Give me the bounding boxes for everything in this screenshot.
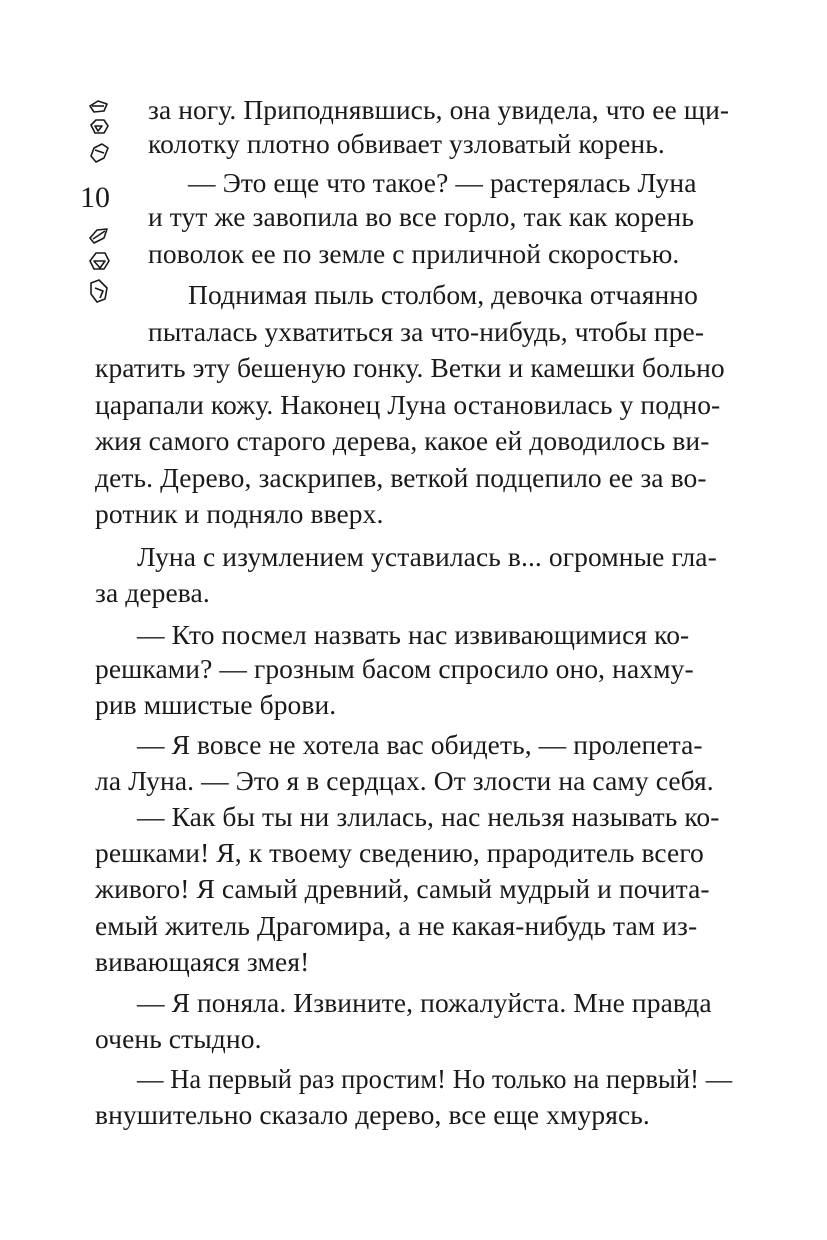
text-line: Луна с изумлением уставилась в... огромные гла- <box>137 541 717 572</box>
text-line: — Я поняла. Извините, пожалуйста. Мне правда <box>137 987 712 1018</box>
text-line: живого! Я самый древний, самый мудрый и почита- <box>95 873 710 904</box>
text-line: поволок ее по земле с приличной скоростью. <box>148 238 680 269</box>
text-line: и тут же завопила во все горло, так как корень <box>148 201 694 232</box>
text-line: рив мшистые брови. <box>95 689 337 720</box>
text-line: емый житель Драгомира, а не какая-нибудь там из- <box>95 910 698 941</box>
text-line: за дерева. <box>95 577 210 608</box>
text-line: пыталась ухватиться за что-нибудь, чтобы пре- <box>148 316 705 347</box>
gem-icon <box>78 98 118 174</box>
text-line: — Кто посмел назвать нас извивающимися ко- <box>137 619 690 650</box>
text-line: царапали кожу. Наконец Луна остановилась у подно- <box>95 389 721 420</box>
gem-icon <box>78 226 118 308</box>
text-line: решками! Я, к твоему сведению, прародитель всего <box>95 837 704 868</box>
text-line: — Это еще что такое? — растерялась Луна <box>188 167 697 198</box>
ornament-bottom <box>78 226 118 308</box>
text-line: очень стыдно. <box>95 1023 262 1054</box>
text-line: Поднимая пыль столбом, девочка отчаянно <box>188 279 698 310</box>
text-line: кратить эту бешеную гонку. Ветки и камешки больно <box>95 352 725 383</box>
text-line: внушительно сказало дерево, все еще хмурясь. <box>95 1099 650 1130</box>
text-line: вивающаяся змея! <box>95 946 310 977</box>
text-line: деть. Дерево, заскрипев, веткой подцепило ее за во- <box>95 462 707 493</box>
text-line: жия самого старого дерева, какое ей доводилось ви- <box>95 425 710 456</box>
text-line: — На первый раз простим! Но только на первый! — <box>137 1063 733 1094</box>
text-line: — Как бы ты ни злилась, нас нельзя называть ко- <box>137 801 720 832</box>
text-line: ротник и подняло вверх. <box>95 498 384 529</box>
gem-icon <box>91 144 108 162</box>
text-line: — Я вовсе не хотела вас обидеть, — пролепета- <box>137 729 703 760</box>
text-line: колотку плотно обвивает узловатый корень. <box>148 128 665 159</box>
page-number: 10 <box>80 181 110 214</box>
text-line: ла Луна. — Это я в сердцах. От злости на саму себя. <box>95 765 714 796</box>
text-line: решками? — грозным басом спросило оно, нахму- <box>95 653 694 684</box>
gem-icon <box>91 280 107 302</box>
ornament-top <box>78 98 118 174</box>
text-line: за ногу. Приподнявшись, она увидела, что ее щи- <box>148 94 730 125</box>
